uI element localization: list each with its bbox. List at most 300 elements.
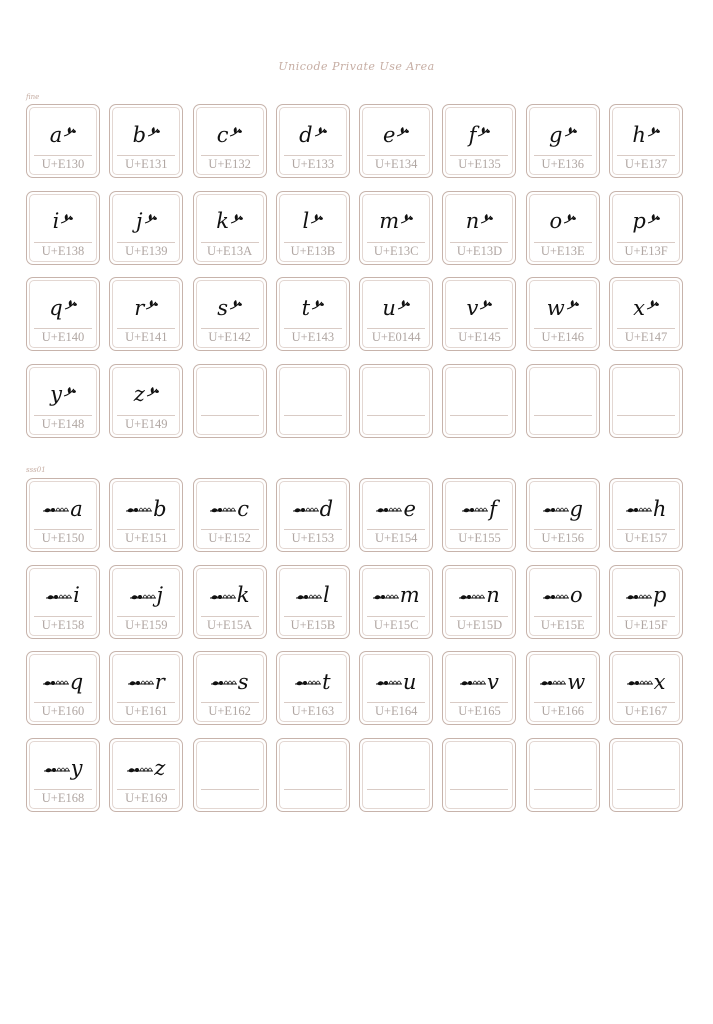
glyph-letter: z	[154, 756, 166, 780]
glyph-preview	[194, 117, 266, 153]
glyph-cell	[442, 478, 516, 552]
glyph-cell	[359, 277, 433, 351]
glyph-preview	[110, 290, 182, 326]
glyph-cell	[26, 651, 100, 725]
codepoint-label: U+E162	[208, 704, 251, 718]
baseline-divider	[201, 616, 259, 617]
glyph-cell	[526, 277, 600, 351]
glyph-cell	[442, 104, 516, 178]
codepoint-label: U+E13E	[540, 243, 585, 258]
codepoint-label: U+E135	[458, 157, 501, 171]
baseline-divider	[34, 616, 92, 617]
glyph-letter: m	[399, 583, 420, 607]
codepoint-label: U+E132	[208, 157, 251, 171]
vine-ornament-icon	[127, 764, 153, 776]
codepoint-label: U+E168	[41, 790, 85, 805]
leaf-sprig-icon	[144, 213, 157, 225]
baseline-divider	[617, 702, 675, 703]
glyph-cell	[193, 478, 267, 552]
codepoint-label: U+E138	[41, 243, 85, 258]
empty-glyph-cell	[442, 364, 516, 438]
leaf-sprig-icon	[564, 126, 577, 138]
glyph-cell	[193, 565, 267, 639]
glyph-letter: k	[216, 209, 229, 233]
glyph-letter: p	[632, 209, 646, 233]
glyph-preview	[110, 117, 182, 153]
glyph-preview	[610, 751, 682, 787]
baseline-divider	[201, 155, 259, 156]
glyph-cell	[442, 565, 516, 639]
glyph-preview	[360, 664, 432, 700]
baseline-divider	[450, 328, 508, 329]
glyph-cell	[526, 651, 600, 725]
glyph-cell	[359, 104, 433, 178]
leaf-sprig-icon	[229, 299, 242, 311]
glyph-letter: y	[50, 382, 62, 406]
glyph-cell	[359, 651, 433, 725]
baseline-divider	[201, 702, 259, 703]
baseline-divider	[117, 702, 175, 703]
glyph-preview	[27, 377, 99, 413]
empty-glyph-cell	[276, 738, 350, 812]
codepoint-label: U+E149	[125, 416, 168, 431]
leaf-sprig-icon	[479, 299, 492, 311]
glyph-preview	[443, 578, 515, 614]
leaf-sprig-icon	[563, 213, 576, 225]
baseline-divider	[34, 242, 92, 243]
baseline-divider	[450, 702, 508, 703]
baseline-divider	[450, 415, 508, 416]
codepoint-label: U+E165	[458, 704, 501, 718]
glyph-cell	[193, 277, 267, 351]
codepoint-label: U+E0144	[371, 330, 421, 344]
glyph-letter: t	[322, 669, 331, 694]
baseline-divider	[117, 616, 175, 617]
codepoint-label: U+E151	[125, 531, 168, 545]
empty-glyph-cell	[442, 738, 516, 812]
glyph-cell	[526, 191, 600, 265]
codepoint-label: U+E15E	[540, 617, 585, 632]
baseline-divider	[450, 616, 508, 617]
glyph-preview	[277, 204, 349, 240]
vine-ornament-icon	[376, 504, 402, 516]
glyph-preview	[443, 751, 515, 787]
vine-ornament-icon	[210, 504, 236, 516]
glyph-letter: u	[402, 669, 417, 694]
glyph-preview	[610, 578, 682, 614]
glyph-cell	[26, 364, 100, 438]
glyph-cell	[359, 191, 433, 265]
glyph-letter: a	[70, 496, 83, 521]
codepoint-label: U+E164	[374, 704, 418, 718]
baseline-divider	[117, 155, 175, 156]
baseline-divider	[367, 789, 425, 790]
glyph-grid-fine	[26, 104, 686, 438]
glyph-cell	[609, 565, 683, 639]
glyph-preview	[194, 578, 266, 614]
glyph-preview	[277, 578, 349, 614]
baseline-divider	[201, 529, 259, 530]
glyph-letter: s	[237, 669, 249, 694]
glyph-preview	[443, 204, 515, 240]
glyph-preview	[27, 664, 99, 700]
empty-glyph-cell	[526, 738, 600, 812]
glyph-preview	[194, 491, 266, 527]
glyph-letter: b	[153, 496, 167, 521]
codepoint-label: U+E166	[541, 704, 585, 718]
baseline-divider	[617, 155, 675, 156]
codepoint-label: U+E163	[291, 704, 335, 718]
glyph-cell	[109, 277, 183, 351]
glyph-cell	[26, 565, 100, 639]
codepoint-label: U+E13A	[206, 243, 253, 258]
glyph-preview	[194, 664, 266, 700]
glyph-cell	[109, 104, 183, 178]
glyph-preview	[360, 578, 432, 614]
baseline-divider	[534, 415, 592, 416]
codepoint-label: U+E152	[208, 531, 251, 545]
glyph-preview	[527, 491, 599, 527]
baseline-divider	[617, 789, 675, 790]
glyph-preview	[610, 664, 682, 700]
glyph-cell	[609, 104, 683, 178]
baseline-divider	[201, 328, 259, 329]
glyph-letter: f	[489, 496, 497, 521]
vine-ornament-icon	[46, 591, 72, 603]
glyph-cell	[442, 277, 516, 351]
glyph-cell	[26, 191, 100, 265]
glyph-preview	[27, 578, 99, 614]
baseline-divider	[284, 702, 342, 703]
baseline-divider	[117, 242, 175, 243]
glyph-letter: b	[132, 122, 147, 147]
leaf-sprig-icon	[60, 213, 73, 225]
glyph-cell	[526, 478, 600, 552]
glyph-cell	[109, 191, 183, 265]
baseline-divider	[284, 242, 342, 243]
baseline-divider	[284, 789, 342, 790]
codepoint-label: U+E15C	[373, 617, 419, 632]
vine-ornament-icon	[626, 591, 652, 603]
glyph-preview	[610, 491, 682, 527]
glyph-preview	[194, 290, 266, 326]
glyph-cell	[526, 104, 600, 178]
codepoint-label: U+E15A	[206, 617, 253, 632]
glyph-letter: q	[69, 669, 84, 694]
glyph-cell	[609, 651, 683, 725]
baseline-divider	[534, 242, 592, 243]
leaf-sprig-icon	[314, 126, 327, 138]
glyph-letter: u	[382, 295, 396, 320]
vine-ornament-icon	[44, 764, 70, 776]
codepoint-label: U+E157	[624, 531, 668, 545]
leaf-sprig-icon	[146, 386, 159, 398]
glyph-cell	[109, 651, 183, 725]
baseline-divider	[34, 155, 92, 156]
codepoint-label: U+E169	[125, 790, 168, 805]
codepoint-label: U+E15F	[624, 617, 668, 632]
baseline-divider	[284, 415, 342, 416]
empty-glyph-cell	[609, 738, 683, 812]
baseline-divider	[117, 789, 175, 790]
glyph-cell	[609, 478, 683, 552]
glyph-letter: n	[465, 209, 480, 233]
glyph-letter: t	[301, 295, 311, 320]
empty-glyph-cell	[276, 364, 350, 438]
codepoint-label: U+E167	[624, 704, 668, 718]
baseline-divider	[367, 702, 425, 703]
glyph-preview	[360, 117, 432, 153]
glyph-letter: f	[468, 122, 477, 147]
leaf-sprig-icon	[647, 126, 660, 138]
codepoint-label: U+E140	[41, 330, 85, 344]
glyph-cell	[276, 478, 350, 552]
glyph-cell	[193, 104, 267, 178]
section-label-fine: fine	[26, 93, 40, 101]
vine-ornament-icon	[126, 504, 152, 516]
vine-ornament-icon	[460, 677, 486, 689]
glyph-letter: s	[217, 295, 228, 320]
glyph-cell	[276, 651, 350, 725]
glyph-preview	[277, 290, 349, 326]
codepoint-label: U+E146	[541, 330, 585, 344]
glyph-cell	[609, 191, 683, 265]
codepoint-label: U+E131	[125, 157, 168, 171]
baseline-divider	[201, 242, 259, 243]
leaf-sprig-icon	[396, 126, 409, 138]
baseline-divider	[284, 529, 342, 530]
glyph-preview	[527, 290, 599, 326]
baseline-divider	[617, 415, 675, 416]
vine-ornament-icon	[296, 591, 322, 603]
glyph-letter: v	[487, 669, 499, 694]
glyph-preview	[360, 204, 432, 240]
vine-ornament-icon	[293, 504, 319, 516]
codepoint-label: U+E154	[374, 531, 418, 545]
vine-ornament-icon	[211, 677, 237, 689]
glyph-letter: l	[323, 583, 330, 607]
codepoint-label: U+E141	[125, 330, 168, 344]
leaf-sprig-icon	[566, 299, 579, 311]
codepoint-label: U+E15B	[290, 617, 336, 632]
vine-ornament-icon	[376, 677, 402, 689]
glyph-letter: q	[49, 295, 63, 320]
glyph-letter: m	[379, 209, 400, 233]
baseline-divider	[617, 328, 675, 329]
glyph-preview	[527, 377, 599, 413]
glyph-letter: p	[652, 583, 667, 607]
baseline-divider	[450, 529, 508, 530]
glyph-preview	[360, 290, 432, 326]
glyph-preview	[360, 751, 432, 787]
leaf-sprig-icon	[230, 213, 243, 225]
codepoint-label: U+E13F	[624, 243, 668, 258]
leaf-sprig-icon	[477, 126, 490, 138]
baseline-divider	[617, 616, 675, 617]
vine-ornament-icon	[373, 591, 399, 603]
glyph-letter: g	[549, 122, 563, 147]
glyph-letter: y	[70, 756, 83, 780]
glyph-preview	[527, 578, 599, 614]
glyph-preview	[277, 377, 349, 413]
glyph-cell	[359, 565, 433, 639]
baseline-divider	[534, 155, 592, 156]
glyph-cell	[276, 277, 350, 351]
glyph-preview	[110, 204, 182, 240]
glyph-cell	[276, 565, 350, 639]
baseline-divider	[34, 789, 92, 790]
glyph-preview	[110, 377, 182, 413]
baseline-divider	[34, 702, 92, 703]
glyph-cell	[442, 191, 516, 265]
glyph-cell	[26, 277, 100, 351]
glyph-preview	[110, 751, 182, 787]
glyph-cell	[276, 104, 350, 178]
leaf-sprig-icon	[311, 299, 324, 311]
glyph-preview	[610, 117, 682, 153]
glyph-letter: w	[567, 669, 586, 694]
codepoint-label: U+E161	[125, 704, 168, 718]
glyph-letter: k	[236, 583, 250, 607]
glyph-preview	[443, 117, 515, 153]
baseline-divider	[617, 242, 675, 243]
glyph-preview	[27, 204, 99, 240]
leaf-sprig-icon	[400, 213, 413, 225]
leaf-sprig-icon	[646, 299, 659, 311]
leaf-sprig-icon	[480, 213, 493, 225]
glyph-preview	[27, 117, 99, 153]
glyph-preview	[527, 204, 599, 240]
glyph-letter: x	[633, 295, 645, 320]
glyph-preview	[527, 664, 599, 700]
empty-glyph-cell	[526, 364, 600, 438]
glyph-letter: r	[134, 295, 145, 320]
leaf-sprig-icon	[647, 213, 660, 225]
baseline-divider	[534, 702, 592, 703]
leaf-sprig-icon	[63, 126, 76, 138]
baseline-divider	[534, 529, 592, 530]
glyph-preview	[27, 751, 99, 787]
vine-ornament-icon	[462, 504, 488, 516]
glyph-preview	[277, 664, 349, 700]
glyph-grid-sss01	[26, 478, 686, 812]
glyph-preview	[277, 751, 349, 787]
codepoint-label: U+E13B	[290, 243, 336, 258]
baseline-divider	[534, 789, 592, 790]
baseline-divider	[367, 415, 425, 416]
codepoint-label: U+E147	[624, 330, 668, 344]
leaf-sprig-icon	[64, 299, 77, 311]
glyph-preview	[443, 377, 515, 413]
baseline-divider	[367, 242, 425, 243]
baseline-divider	[367, 155, 425, 156]
codepoint-label: U+E13D	[456, 243, 503, 258]
glyph-letter: i	[73, 583, 80, 607]
codepoint-label: U+E137	[624, 157, 668, 171]
vine-ornament-icon	[543, 591, 569, 603]
baseline-divider	[534, 328, 592, 329]
glyph-letter: r	[154, 669, 165, 694]
glyph-preview	[194, 204, 266, 240]
baseline-divider	[450, 242, 508, 243]
vine-ornament-icon	[543, 504, 569, 516]
glyph-cell	[193, 651, 267, 725]
baseline-divider	[367, 616, 425, 617]
glyph-preview	[194, 377, 266, 413]
glyph-letter: x	[653, 669, 666, 694]
codepoint-label: U+E158	[41, 617, 85, 632]
codepoint-label: U+E133	[291, 157, 335, 171]
glyph-letter: z	[133, 382, 145, 406]
baseline-divider	[450, 155, 508, 156]
glyph-letter: c	[216, 122, 229, 147]
glyph-letter: j	[156, 583, 164, 607]
baseline-divider	[617, 529, 675, 530]
codepoint-label: U+E160	[41, 704, 85, 718]
page-title: Unicode Private Use Area	[278, 60, 435, 73]
baseline-divider	[201, 789, 259, 790]
glyph-letter: n	[486, 583, 500, 607]
codepoint-label: U+E134	[374, 157, 418, 171]
glyph-letter: e	[403, 496, 416, 521]
glyph-preview	[443, 491, 515, 527]
baseline-divider	[34, 328, 92, 329]
baseline-divider	[534, 616, 592, 617]
vine-ornament-icon	[295, 677, 321, 689]
baseline-divider	[117, 529, 175, 530]
glyph-preview	[110, 491, 182, 527]
glyph-letter: w	[546, 295, 565, 320]
glyph-preview	[360, 377, 432, 413]
leaf-sprig-icon	[147, 126, 160, 138]
baseline-divider	[34, 529, 92, 530]
vine-ornament-icon	[43, 504, 69, 516]
vine-ornament-icon	[627, 677, 653, 689]
glyph-letter: v	[466, 295, 479, 320]
glyph-preview	[443, 664, 515, 700]
glyph-cell	[26, 478, 100, 552]
baseline-divider	[450, 789, 508, 790]
leaf-sprig-icon	[145, 299, 158, 311]
baseline-divider	[367, 328, 425, 329]
glyph-cell	[26, 104, 100, 178]
codepoint-label: U+E153	[291, 531, 335, 545]
glyph-letter: e	[382, 122, 396, 147]
empty-glyph-cell	[193, 364, 267, 438]
glyph-preview	[527, 117, 599, 153]
glyph-letter: h	[652, 496, 667, 521]
vine-ornament-icon	[459, 591, 485, 603]
glyph-letter: d	[299, 122, 313, 147]
glyph-preview	[360, 491, 432, 527]
glyph-letter: g	[569, 496, 583, 521]
empty-glyph-cell	[609, 364, 683, 438]
glyph-letter: i	[52, 209, 60, 233]
baseline-divider	[117, 328, 175, 329]
vine-ornament-icon	[130, 591, 156, 603]
glyph-preview	[194, 751, 266, 787]
section-label-sss01: sss01	[26, 466, 46, 474]
glyph-letter: o	[549, 209, 563, 233]
glyph-letter: o	[569, 583, 583, 607]
glyph-preview	[610, 290, 682, 326]
glyph-cell	[109, 364, 183, 438]
glyph-cell	[276, 191, 350, 265]
baseline-divider	[201, 415, 259, 416]
glyph-letter: l	[302, 209, 310, 233]
codepoint-label: U+E142	[208, 330, 251, 344]
glyph-preview	[277, 491, 349, 527]
